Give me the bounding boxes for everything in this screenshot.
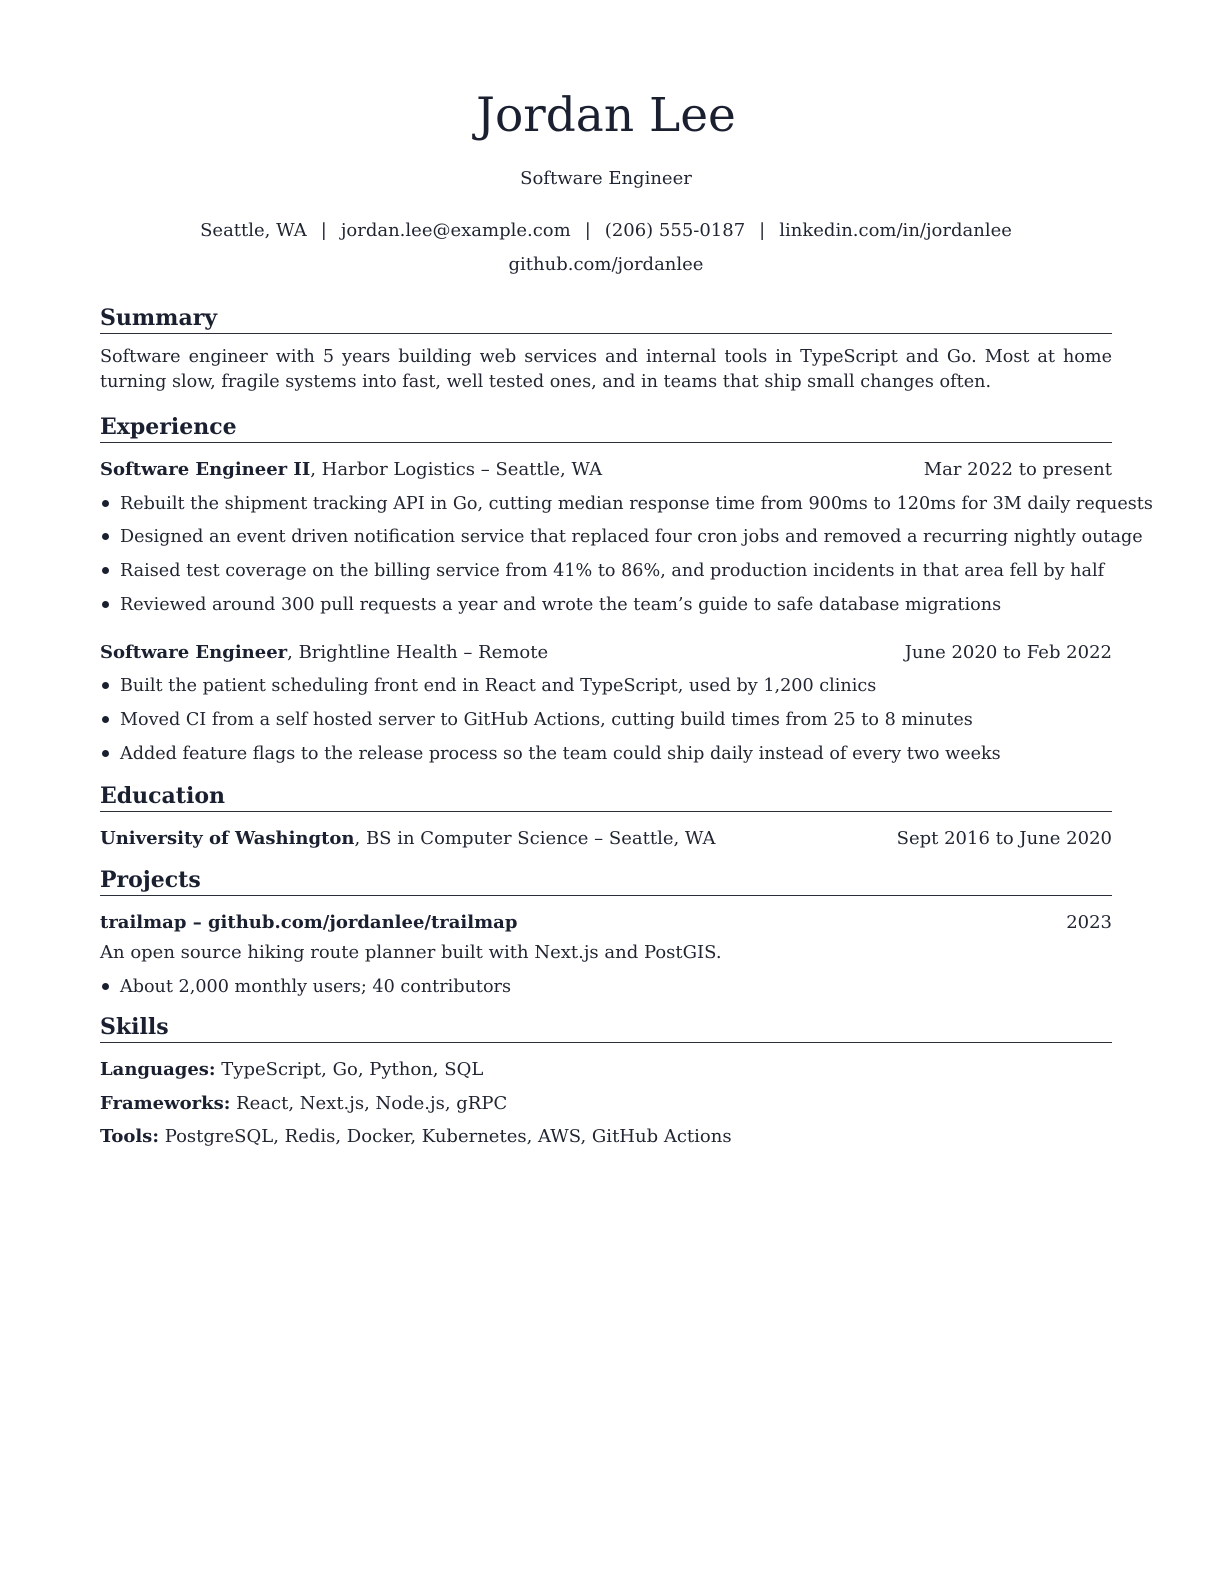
bullet-icon — [102, 533, 109, 540]
project-description: An open source hiking route planner built with Next.js and PostGIS. — [100, 942, 722, 963]
projects-section — [100, 866, 1112, 1000]
skill-row — [100, 1057, 1112, 1083]
education-section — [100, 782, 1112, 852]
candidate-name: Jordan Lee — [476, 88, 736, 143]
section-heading: Experience — [100, 413, 1112, 443]
bullet-text: Built the patient scheduling front end in React and TypeScript, used by 1,200 clinics — [120, 676, 877, 697]
school-name: University of Washington — [100, 828, 355, 849]
bullet-icon — [102, 601, 109, 608]
job-header — [100, 640, 1112, 666]
skill-label: Tools: — [100, 1126, 159, 1147]
job-org: , Brightline Health – Remote — [287, 641, 549, 663]
list-item — [100, 558, 1112, 584]
bullet-icon — [102, 567, 109, 574]
experience-section — [100, 413, 1153, 767]
job-role: Software Engineer II — [100, 459, 311, 480]
job-bullets — [100, 673, 1112, 766]
bullet-icon — [102, 716, 109, 723]
separator: | — [759, 220, 766, 241]
job-dates: June 2020 to Feb 2022 — [904, 641, 1112, 663]
email-link[interactable]: jordan.lee@example.com — [340, 220, 571, 241]
bullet-icon — [102, 500, 109, 507]
separator: | — [320, 220, 327, 241]
bullet-text: Added feature flags to the release process so the team could ship daily instead of every two weeks — [120, 743, 1001, 764]
phone-number[interactable]: (206) 555-0187 — [604, 220, 746, 241]
contact-line-2 — [100, 252, 1112, 278]
education-entry — [100, 826, 1112, 852]
summary-text: Software engineer with 5 years building web services and internal tools in TypeScript and Go. Most at home turning slow, fragile systems into fast, well tested ones, and in teams that ship small changes often. — [100, 347, 1112, 392]
job-header — [100, 457, 1112, 483]
location: Seattle, WA — [200, 220, 307, 241]
bullet-text: Moved CI from a self hosted server to GitHub Actions, cutting build times from 25 to 8 minutes — [120, 710, 973, 731]
degree-detail: , BS in Computer Science – Seattle, WA — [354, 828, 716, 849]
job-org: , Harbor Logistics – Seattle, WA — [310, 459, 603, 480]
bullet-text: Designed an event driven notification service that replaced four cron jobs and removed a recurring nightly outage — [120, 527, 1143, 548]
skill-value: PostgreSQL, Redis, Docker, Kubernetes, AWS, GitHub Actions — [158, 1126, 732, 1147]
section-heading: Education — [100, 782, 1112, 812]
candidate-title: Software Engineer — [520, 168, 692, 189]
separator: | — [584, 220, 591, 241]
list-item — [100, 741, 1112, 767]
skill-label: Frameworks: — [100, 1092, 231, 1114]
list-item — [100, 974, 1112, 1000]
skill-row — [100, 1124, 1112, 1150]
job-role: Software Engineer — [100, 641, 288, 663]
bullet-text: Reviewed around 300 pull requests a year and wrote the team’s guide to safe database migrations — [120, 594, 1002, 615]
bullet-text: About 2,000 monthly users; 40 contributors — [120, 976, 511, 997]
bullet-icon — [102, 750, 109, 757]
section-heading: Skills — [100, 1013, 1112, 1043]
section-heading: Projects — [100, 866, 1112, 896]
skills-section — [100, 1013, 1112, 1150]
summary-section — [100, 304, 1112, 395]
bullet-text: Raised test coverage on the billing service from 41% to 86%, and production incidents in that area fell by half — [120, 561, 1105, 582]
skill-value: React, Next.js, Node.js, gRPC — [230, 1092, 508, 1114]
section-heading: Summary — [100, 304, 1112, 334]
list-item — [100, 673, 1112, 699]
job-entry — [100, 457, 1153, 618]
list-item — [100, 592, 1112, 618]
project-year: 2023 — [1066, 912, 1112, 933]
project-bullets — [100, 974, 1112, 1000]
job-bullets — [100, 491, 1153, 618]
project-header — [100, 910, 1112, 936]
skill-value: TypeScript, Go, Python, SQL — [215, 1059, 484, 1080]
bullet-text: Rebuilt the shipment tracking API in Go, cutting median response time from 900ms to 120ms for 3M daily requests — [120, 493, 1153, 514]
skill-label: Languages: — [100, 1059, 216, 1080]
contact-line — [100, 218, 1112, 244]
list-item — [100, 491, 1153, 517]
github-link[interactable]: github.com/jordanlee — [508, 254, 704, 275]
skill-row — [100, 1091, 1112, 1117]
job-dates: Mar 2022 to present — [923, 459, 1112, 480]
education-dates: Sept 2016 to June 2020 — [896, 828, 1112, 849]
project-name: trailmap – github.com/jordanlee/trailmap — [100, 912, 518, 933]
linkedin-link[interactable]: linkedin.com/in/jordanlee — [779, 220, 1012, 241]
bullet-icon — [102, 682, 109, 689]
job-entry — [100, 640, 1112, 767]
list-item — [100, 707, 1112, 733]
bullet-icon — [102, 983, 109, 990]
list-item — [100, 524, 1143, 550]
